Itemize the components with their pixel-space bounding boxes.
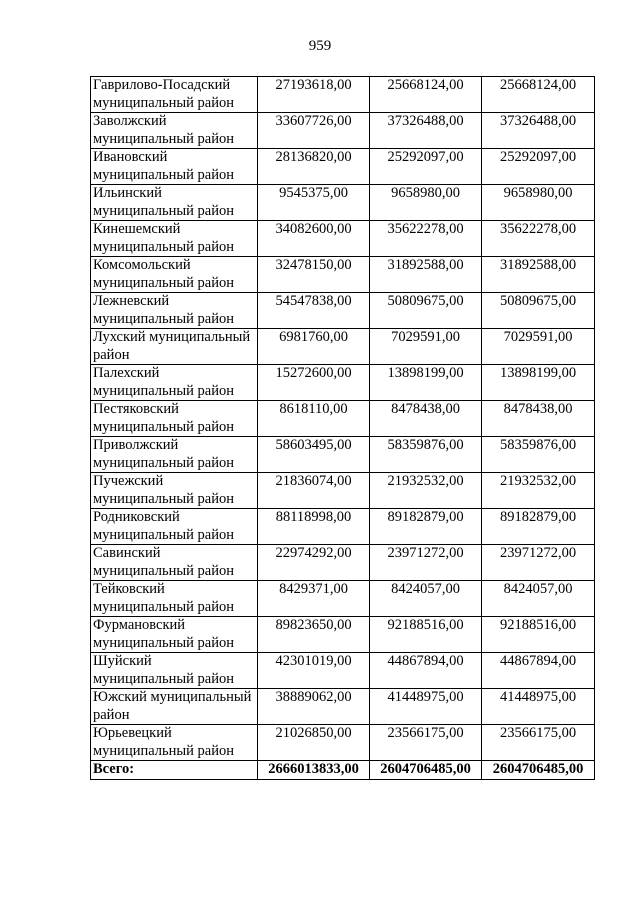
value-cell-1: 34082600,00 (258, 221, 370, 257)
district-name-cell: Всего: (91, 761, 258, 780)
value-cell-2: 41448975,00 (370, 689, 482, 725)
district-name-cell: Пестяковский муниципальный район (91, 401, 258, 437)
value-cell-2: 92188516,00 (370, 617, 482, 653)
table-row (91, 113, 595, 149)
table-row (91, 437, 595, 473)
district-name-cell: Кинешемский муниципальный район (91, 221, 258, 257)
value-cell-2: 25668124,00 (370, 77, 482, 113)
value-cell-2: 9658980,00 (370, 185, 482, 221)
table-row (91, 581, 595, 617)
table-row (91, 545, 595, 581)
district-name-cell: Южский муниципальный район (91, 689, 258, 725)
value-cell-1: 8618110,00 (258, 401, 370, 437)
value-cell-2: 25292097,00 (370, 149, 482, 185)
value-cell-1: 6981760,00 (258, 329, 370, 365)
value-cell-1: 21836074,00 (258, 473, 370, 509)
value-cell-2: 50809675,00 (370, 293, 482, 329)
value-cell-3: 23971272,00 (482, 545, 595, 581)
value-cell-3: 7029591,00 (482, 329, 595, 365)
district-name-cell: Заволжский муниципальный район (91, 113, 258, 149)
table-row (91, 257, 595, 293)
value-cell-1: 27193618,00 (258, 77, 370, 113)
value-cell-2: 21932532,00 (370, 473, 482, 509)
value-cell-3: 41448975,00 (482, 689, 595, 725)
table-row (91, 473, 595, 509)
district-name-cell: Ивановский муниципальный район (91, 149, 258, 185)
total-row (91, 761, 595, 780)
value-cell-1: 28136820,00 (258, 149, 370, 185)
district-name-cell: Юрьевецкий муниципальный район (91, 725, 258, 761)
value-cell-1: 54547838,00 (258, 293, 370, 329)
value-cell-1: 8429371,00 (258, 581, 370, 617)
value-cell-2: 89182879,00 (370, 509, 482, 545)
value-cell-1: 32478150,00 (258, 257, 370, 293)
value-cell-3: 37326488,00 (482, 113, 595, 149)
district-name-cell: Ильинский муниципальный район (91, 185, 258, 221)
district-name-cell: Гаврилово-Посадский муниципальный район (91, 77, 258, 113)
value-cell-1: 88118998,00 (258, 509, 370, 545)
value-cell-1: 21026850,00 (258, 725, 370, 761)
value-cell-1: 58603495,00 (258, 437, 370, 473)
value-cell-3: 25668124,00 (482, 77, 595, 113)
value-cell-3: 50809675,00 (482, 293, 595, 329)
district-name-cell: Приволжский муниципальный район (91, 437, 258, 473)
table-row (91, 329, 595, 365)
district-name-cell: Комсомольский муниципальный район (91, 257, 258, 293)
value-cell-3: 89182879,00 (482, 509, 595, 545)
table-row (91, 77, 595, 113)
value-cell-2: 37326488,00 (370, 113, 482, 149)
table-row (91, 365, 595, 401)
table-row (91, 725, 595, 761)
value-cell-1: 42301019,00 (258, 653, 370, 689)
value-cell-3: 35622278,00 (482, 221, 595, 257)
value-cell-1: 15272600,00 (258, 365, 370, 401)
table-row (91, 653, 595, 689)
page-number: 959 (308, 38, 332, 54)
value-cell-1: 38889062,00 (258, 689, 370, 725)
table-row (91, 221, 595, 257)
value-cell-2: 23566175,00 (370, 725, 482, 761)
value-cell-2: 58359876,00 (370, 437, 482, 473)
district-name-cell: Родниковский муниципальный район (91, 509, 258, 545)
table-row (91, 185, 595, 221)
value-cell-1: 33607726,00 (258, 113, 370, 149)
district-name-cell: Лухский муниципальный район (91, 329, 258, 365)
value-cell-2: 8478438,00 (370, 401, 482, 437)
table-row (91, 293, 595, 329)
value-cell-2: 8424057,00 (370, 581, 482, 617)
value-cell-2: 13898199,00 (370, 365, 482, 401)
district-name-cell: Савинский муниципальный район (91, 545, 258, 581)
value-cell-3: 8424057,00 (482, 581, 595, 617)
value-cell-2: 23971272,00 (370, 545, 482, 581)
table-body (91, 77, 595, 780)
budget-table (90, 76, 595, 780)
district-name-cell: Палехский муниципальный район (91, 365, 258, 401)
value-cell-3: 23566175,00 (482, 725, 595, 761)
value-cell-1: 9545375,00 (258, 185, 370, 221)
value-cell-3: 58359876,00 (482, 437, 595, 473)
table-row (91, 689, 595, 725)
value-cell-3: 2604706485,00 (482, 761, 595, 780)
value-cell-2: 31892588,00 (370, 257, 482, 293)
value-cell-3: 9658980,00 (482, 185, 595, 221)
value-cell-2: 2604706485,00 (370, 761, 482, 780)
value-cell-3: 92188516,00 (482, 617, 595, 653)
table-row (91, 149, 595, 185)
table-row (91, 509, 595, 545)
value-cell-3: 31892588,00 (482, 257, 595, 293)
district-name-cell: Шуйский муниципальный район (91, 653, 258, 689)
table-row (91, 617, 595, 653)
value-cell-3: 13898199,00 (482, 365, 595, 401)
value-cell-3: 21932532,00 (482, 473, 595, 509)
value-cell-2: 35622278,00 (370, 221, 482, 257)
value-cell-1: 2666013833,00 (258, 761, 370, 780)
district-name-cell: Лежневский муниципальный район (91, 293, 258, 329)
value-cell-2: 44867894,00 (370, 653, 482, 689)
value-cell-3: 44867894,00 (482, 653, 595, 689)
value-cell-3: 25292097,00 (482, 149, 595, 185)
value-cell-1: 89823650,00 (258, 617, 370, 653)
district-name-cell: Фурмановский муниципальный район (91, 617, 258, 653)
value-cell-2: 7029591,00 (370, 329, 482, 365)
district-name-cell: Пучежский муниципальный район (91, 473, 258, 509)
value-cell-1: 22974292,00 (258, 545, 370, 581)
district-name-cell: Тейковский муниципальный район (91, 581, 258, 617)
table-row (91, 401, 595, 437)
value-cell-3: 8478438,00 (482, 401, 595, 437)
